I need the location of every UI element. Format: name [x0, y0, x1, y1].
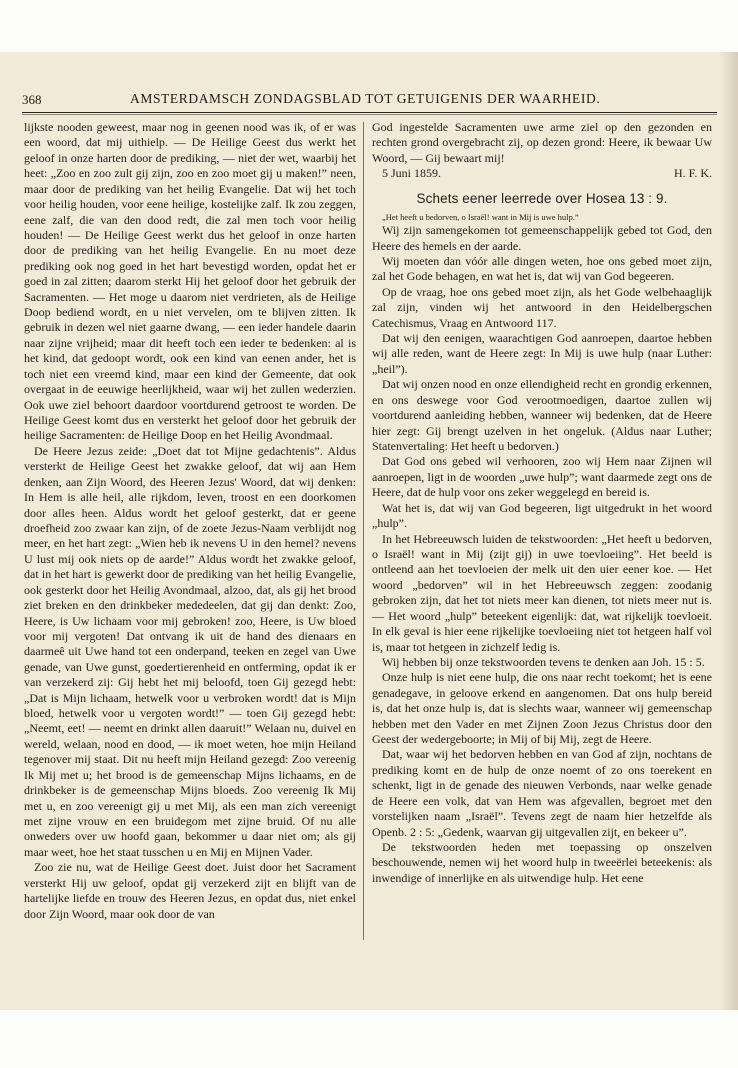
paragraph: lijkste nooden geweest, maar nog in geenen nood was ik, of er was een woord, dat mij uithielp. — De Heilige Geest dus werkt het geloof in onze harten door de prediking, — niet der wet, waarbij het heet: „Zoo en zoo zult gij zijn, zoo en zoo moet gij u maken!” neen, maar door de prediking van het heilig Evangelie. Dat wij het toch voor heilig houden, voor eene heilige, kostelijke zalf. Ik zou zeggen, eene zalf, die van den dood redt, die zal men toch voor heilig houden! — De Heilige Geest werkt dus het geloof in onze harten door de prediking van het heilig Evangelie. En nu moet deze prediking ook nog goed in het hart bevestigd worden, opdat het er goed in zal zitten; daarom sterkt Hij het geloof door het gebruik der Sacramenten. — Het moge u daarom niet verdrieten, als de Heilige Doop bediend wordt, en u niet vervelen, om te blijven zitten. Ik gebruik in dezen wel niet gaarne dwang, — een ieder handele daarin naar zijne vrijheid; maar dit heeft toch een ieder te bedenken: al is het kind, dat gedoopt wordt, ook een kind van eenen ander, het is toch niet een vreemd kind, maar een kind der Gemeente, dat ook overgaat in de eeuwige heerlijkheid, waar wij het zullen wederzien. Ook uwe ziel behoort daardoor voortdurend getroost te worden. De Heilige Geest komt dus en versterkt het geloof door het gebruik der heilige Sacramenten: de Heilige Doop en het Heilig Avondmaal.	[24, 120, 356, 443]
paragraph: Wij moeten dan vóór alle dingen weten, hoe ons gebed moet zijn, zal het Gode behagen, en wat het is, dat wij van God begeeren.	[372, 253, 712, 284]
paragraph: Op de vraag, hoe ons gebed moet zijn, als het Gode welbehaaglijk zal zijn, vinden wij het antwoord in den Heidelbergschen Catechismus, Vraag en Antwoord 117.	[372, 284, 712, 330]
paragraph: Wij hebben bij onze tekstwoorden tevens te denken aan Joh. 15 : 5.	[382, 654, 705, 669]
paragraph: Dat wij onzen nood en onze ellendigheid recht en grondig erkennen, en ons deswege voor God verootmoedigen, daartoe zullen wij voortdurend aanleiding hebben, wanneer wij bedenken, dat de Heere hier zegt: Gij brengt uzelven in het ongeluk. (Aldus naar Luther; Statenvertaling: Het heeft u bedorven.)	[372, 377, 712, 454]
header-rule-secondary	[22, 114, 717, 115]
paragraph: Dat God ons gebed wil verhooren, zoo wij Hem naar Zijnen wil aanroepen, ligt in de woorden „uwe hulp”; want daarmede zegt ons de Heere, dat de hulp voor ons zeker weggelegd en bereid is.	[372, 454, 712, 500]
header-rule	[22, 112, 717, 113]
column-divider	[363, 122, 364, 940]
section-title: Schets eener leerrede over Hosea 13 : 9.	[416, 190, 668, 206]
paragraph: In het Hebreeuwsch luiden de tekstwoorden: „Het heeft u bedorven, o Israël! want in Mij (zijt gij) in uwe toevloeiing”. Het beeld is ontleend aan het toevloeien der melk uit den uier eener koe. — Het woord „bedorven” wil in het Hebreeuwsch zeggen: zoodanig gebroken zijn, dat het tot niets meer kan dienen, tot niets meer nut is. — Het woord „hulp” beteekent eigenlijk: dat, wat rijkelijk toevloeit. In elk geval is hier eene rijkelijke toevloeiing niet tot hetgeen half vol is, maar tot hetgeen in zichzelf ledig is.	[372, 531, 712, 654]
paragraph: God ingestelde Sacramenten uwe arme ziel op den gezonden en rechten grond overgebracht zij, op dezen grond: Heere, ik bewaar Uw Woord, — Gij bewaart mij!	[372, 120, 712, 165]
paragraph: Wat het is, dat wij van God begeeren, ligt uitgedrukt in het woord „hulp”.	[372, 500, 712, 531]
paragraph: De tekstwoorden heden met toepassing op onszelven beschouwende, nemen wij het woord hulp in tweeërlei beteekenis: als inwendige of innerlijke en als uitwendige hulp. Het eene	[372, 839, 712, 885]
dateline	[372, 166, 712, 181]
paragraph: Dat, waar wij het bedorven hebben en van God af zijn, nochtans de prediking komt en de hulp de onze noemt of zo ons toerekent en schenkt, ligt in de genade des nieuwen Verbonds, naar welke genade de Heere een volk, dat van Hem was afgevallen, begroet met den vorstelijken naam „Israël”. Tevens zegt de naam hier hetzelfde als Openb. 2 : 5: „Gedenk, waarvan gij uitgevallen zijt, en bekeer u”.	[372, 747, 712, 839]
paragraph: Wij zijn samengekomen tot gemeenschappelijk gebed tot God, den Heere des hemels en der aarde.	[372, 223, 712, 253]
paragraph: Zoo zie nu, wat de Heilige Geest doet. Juist door het Sacrament versterkt Hij uw geloof, opdat gij verzekerd zijt en blijft van de hartelijke liefde en trouw des Heeren Jezus, en opdat dus, niet enkel door Zijn Woord, maar ook door de van	[24, 860, 356, 921]
motto-quote: „Het heeft u bedorven, o Israël! want in Mij is uwe hulp.”	[382, 212, 579, 223]
page-header	[22, 90, 717, 112]
paragraph: Onze hulp is niet eene hulp, die ons naar recht toekomt; het is eene genadegave, in geloove erkend en aangenomen. Dat ons hulp bereid is, dat het onze hulp is, dat is slechts waar, wanneer wij gemeenschap hebben met den Vader en met Zijnen Zoon Jezus Christus door den Geest der wedergeboorte; in Mij of bij Mij, zegt de Heere.	[372, 670, 712, 747]
author-initials: H. F. K.	[673, 166, 712, 181]
right-column	[372, 120, 712, 886]
paragraph: Dat wij den eenigen, waarachtigen God aanroepen, daartoe hebben wij alle reden, want de Heere zegt: In Mij is uwe hulp (naar Luther: „heil”).	[372, 331, 712, 376]
paragraph: De Heere Jezus zeide: „Doet dat tot Mijne gedachtenis”. Aldus versterkt de Heilige Geest het zwakke geloof, dat wij aan Hem denken, aan Zijn Woord, des Heeren Jezus' Woord, dat wij denken: In Hem is alle heil, alle rijkdom, leven, troost en een doorkomen door alles heen. Aldus wordt het geloof gesterkt, dat er geene droefheid zoo zwaar kan zijn, of de zoete Jezus-Naam verblijdt nog meer, en het hart zegt: „Wien heb ik nevens U in den hemel? nevens U lust mij ook niets op de aarde!” Aldus wordt het zwakke geloof, dat in het hart is gewerkt door de prediking van het heilig Evangelie, ook gesterkt door het Heilig Avondmaal, alzoo, dat, als gij het brood ziet breken en den drinkbeker mededeelen, dat gij dan denkt: Zoo, Heere, is Uw lichaam voor mij gebroken! zoo, Heere, is Uw bloed voor mij vergoten! Dat ontvang ik uit de hand des dienaars en daarmeê uit Uwe hand tot een onderpand, teeken en zegel van Uwe genade, van Uwe gunst, goedertierenheid en ontferming, opdat ik er van verzekerd zij: Gij hebt het mij beloofd, toen Gij gezegd hebt: „Dat is Mijn lichaam, hetwelk voor u verbroken wordt! dat is Mijn bloed, hetwelk voor u vergoten wordt!” — toen Gij gezegd hebt: „Neemt, eet! — neemt en drinkt allen daaruit!” Welaan nu, duivel en wereld, welaan, nood en dood, — ik moet weten, hoe mijn Heiland tegenover mij staat. Dit nu heeft mijn Heiland gezegd: Zoo vereenig Ik Mij met u; het brood is de gemeenschap Mijns lichaams, en de drinkbeker is de gemeenschap Mijns bloeds. Zoo vereenig Ik Mij met u, en zoo vereenigt gij u met Mij, als een man zich vereenigt met zijne vrouw en een bruidegom met zijne bruid. Of nu alle onweders over uw hoofd gaan, bekommer u daar niet om; als gij maar weet, hoe het staat tusschen u en Mij en Mijnen Vader.	[24, 443, 356, 859]
page-edge-shadow	[720, 52, 738, 1010]
letter-date: 5 Juni 1859.	[382, 166, 442, 181]
page-number: 368	[22, 92, 42, 107]
running-title: AMSTERDAMSCH ZONDAGSBLAD TOT GETUIGENIS DER WAARHEID.	[130, 91, 601, 106]
left-column	[24, 120, 356, 922]
